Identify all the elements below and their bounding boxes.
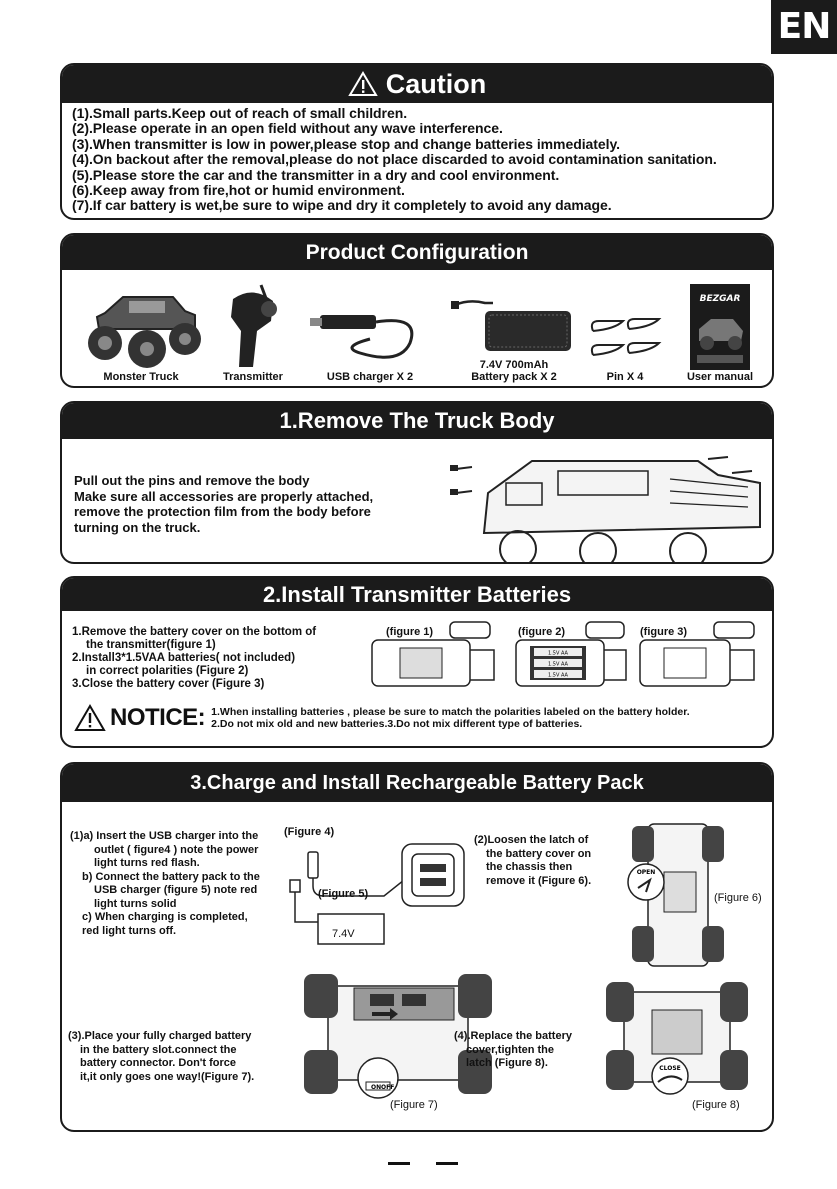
close-label: CLOSE [659,1065,681,1072]
notice [74,704,690,732]
off-label: OFF [381,1084,395,1091]
caution-item: (4).On backout after the removal,please do not place discarded to avoid contamination sanitation. [72,151,717,168]
tx-step: 2.Install3*1.5VAA batteries( not included) [72,652,296,664]
caution-list [62,103,772,214]
pin-image [585,311,665,371]
figure-4-5-illustration [284,840,474,950]
language-badge: EN [771,0,837,54]
config-label-manual: User manual [686,371,754,383]
charge-header: 3.Charge and Install Rechargeable Battery Pack [62,764,772,802]
config-label-truck: Monster Truck [103,371,179,383]
remove-header: 1.Remove The Truck Body [62,403,772,439]
config-item-transmitter [208,275,298,383]
open-label: OPEN [636,869,656,876]
page-mark [388,1162,410,1165]
charge-line: light turns red flash. [94,857,200,869]
caution-header [62,65,772,103]
caution-item: (2).Please operate in an open field without any wave interference. [72,120,503,137]
remove-line: Make sure all accessories are properly attached, [74,488,374,504]
aa-cell-label: 1.5V AA [548,672,568,679]
config-item-pin [580,275,670,383]
charge-step-3 [68,1030,298,1084]
page-marks [388,1162,458,1165]
figure-2-label: (figure 2) [518,626,566,638]
config-item-usb [300,275,440,383]
charge-step-4 [454,1030,604,1071]
figure-6-label: (Figure 6) [714,892,762,904]
figure-4-label: (Figure 4) [284,826,335,838]
config-label-transmitter: Transmitter [223,371,283,383]
config-label-battery: Battery pack X 2 [471,371,557,383]
caution-section [60,63,774,220]
caution-item: (5).Please store the car and the transmitter in a dry and cool environment. [72,166,560,183]
charge-line: b) Connect the battery pack to the [82,870,260,883]
charge-line: it,it only goes one way!(Figure 7). [80,1070,255,1083]
tx-step: the transmitter(figure 1) [86,639,216,651]
charge-line: red light turns off. [82,924,177,937]
figure-7-label: (Figure 7) [390,1099,438,1111]
caution-title: Caution [385,68,487,99]
tx-steps [72,626,372,691]
figure-8-label: (Figure 8) [692,1099,740,1111]
product-config-section [60,233,774,388]
charge-line: (2)Loosen the latch of [474,834,589,846]
remove-line: Pull out the pins and remove the body [74,473,310,488]
usb-charger-image [310,295,430,371]
figure-1-label: (figure 1) [386,626,434,638]
charge-line: cover,tighten the [466,1043,555,1056]
charge-line: c) When charging is completed, [82,911,248,923]
config-label-battery-spec: 7.4V 700mAh [479,359,549,371]
config-label-usb: USB charger X 2 [326,371,414,383]
tx-header: 2.Install Transmitter Batteries [62,578,772,611]
notice-line: 1.When installing batteries , please be sure to match the polarities labeled on the battery holder. [211,705,690,718]
on-label: ON [371,1084,382,1091]
page-mark [436,1162,458,1165]
user-manual-image [689,283,751,371]
config-header: Product Configuration [62,235,772,270]
battery-pack-image [449,287,579,359]
charge-battery-section [60,762,774,1132]
figure-5-label: (Figure 5) [318,888,369,900]
notice-title: NOTICE: [110,704,206,731]
charge-line: in the battery slot.connect the [80,1043,237,1056]
transmitter-image [213,281,293,371]
truck-body-illustration [448,453,772,563]
charge-line: (1)a) Insert the USB charger into the [70,830,259,842]
figure-3-label: (figure 3) [640,626,688,638]
charge-step-2 [474,834,624,888]
notice-text [211,706,689,731]
charge-line: battery connector. Don't force [80,1057,237,1069]
charge-line: the battery cover on [486,847,592,860]
manual-brand: BEZGAR [699,294,741,304]
tx-step: 3.Close the battery cover (Figure 3) [72,678,265,690]
caution-item: (6).Keep away from fire,hot or humid environment. [72,182,405,199]
aa-cell-label: 1.5V AA [548,661,568,668]
remove-instructions [74,473,444,535]
caution-item: (3).When transmitter is low in power,please stop and change batteries immediately. [72,135,620,152]
config-item-manual [670,275,770,383]
figure-2-illustration [514,620,630,692]
charge-line: outlet ( figure4 ) note the power [94,843,259,856]
charge-line: latch (Figure 8). [466,1057,548,1069]
tx-step: in correct polarities (Figure 2) [86,665,249,677]
caution-item: (7).If car battery is wet,be sure to wipe and dry it completely to avoid any damage. [72,197,612,214]
warning-icon [348,71,378,97]
config-label-pin: Pin X 4 [606,371,644,383]
figure-3-illustration [638,620,760,692]
warning-icon [74,704,106,732]
transmitter-batteries-section [60,576,774,748]
figure-1-illustration [370,620,500,692]
charge-step-1 [70,830,300,938]
notice-line: 2.Do not mix old and new batteries.3.Do not mix different type of batteries. [211,718,583,730]
config-item-truck [76,275,206,383]
monster-truck-image [77,285,205,371]
charge-line: the chassis then [486,861,573,873]
charge-line: (3).Place your fully charged battery [68,1030,252,1042]
charge-line: (4).Replace the battery [454,1030,572,1042]
remove-line: remove the protection film from the body before [74,504,371,519]
config-item-battery [448,275,580,383]
charge-line: USB charger (figure 5) note red [94,884,258,896]
charge-line: light turns solid [94,897,177,910]
charge-line: remove it (Figure 6). [486,874,592,887]
aa-cell-label: 1.5V AA [548,650,568,657]
caution-item: (1).Small parts.Keep out of reach of small children. [72,105,408,121]
remove-line: turning on the truck. [74,519,201,535]
tx-step: 1.Remove the battery cover on the bottom of [72,626,317,638]
figure-8-illustration [602,980,752,1100]
battery-voltage-label: 7.4V [332,928,355,940]
remove-body-section [60,401,774,564]
